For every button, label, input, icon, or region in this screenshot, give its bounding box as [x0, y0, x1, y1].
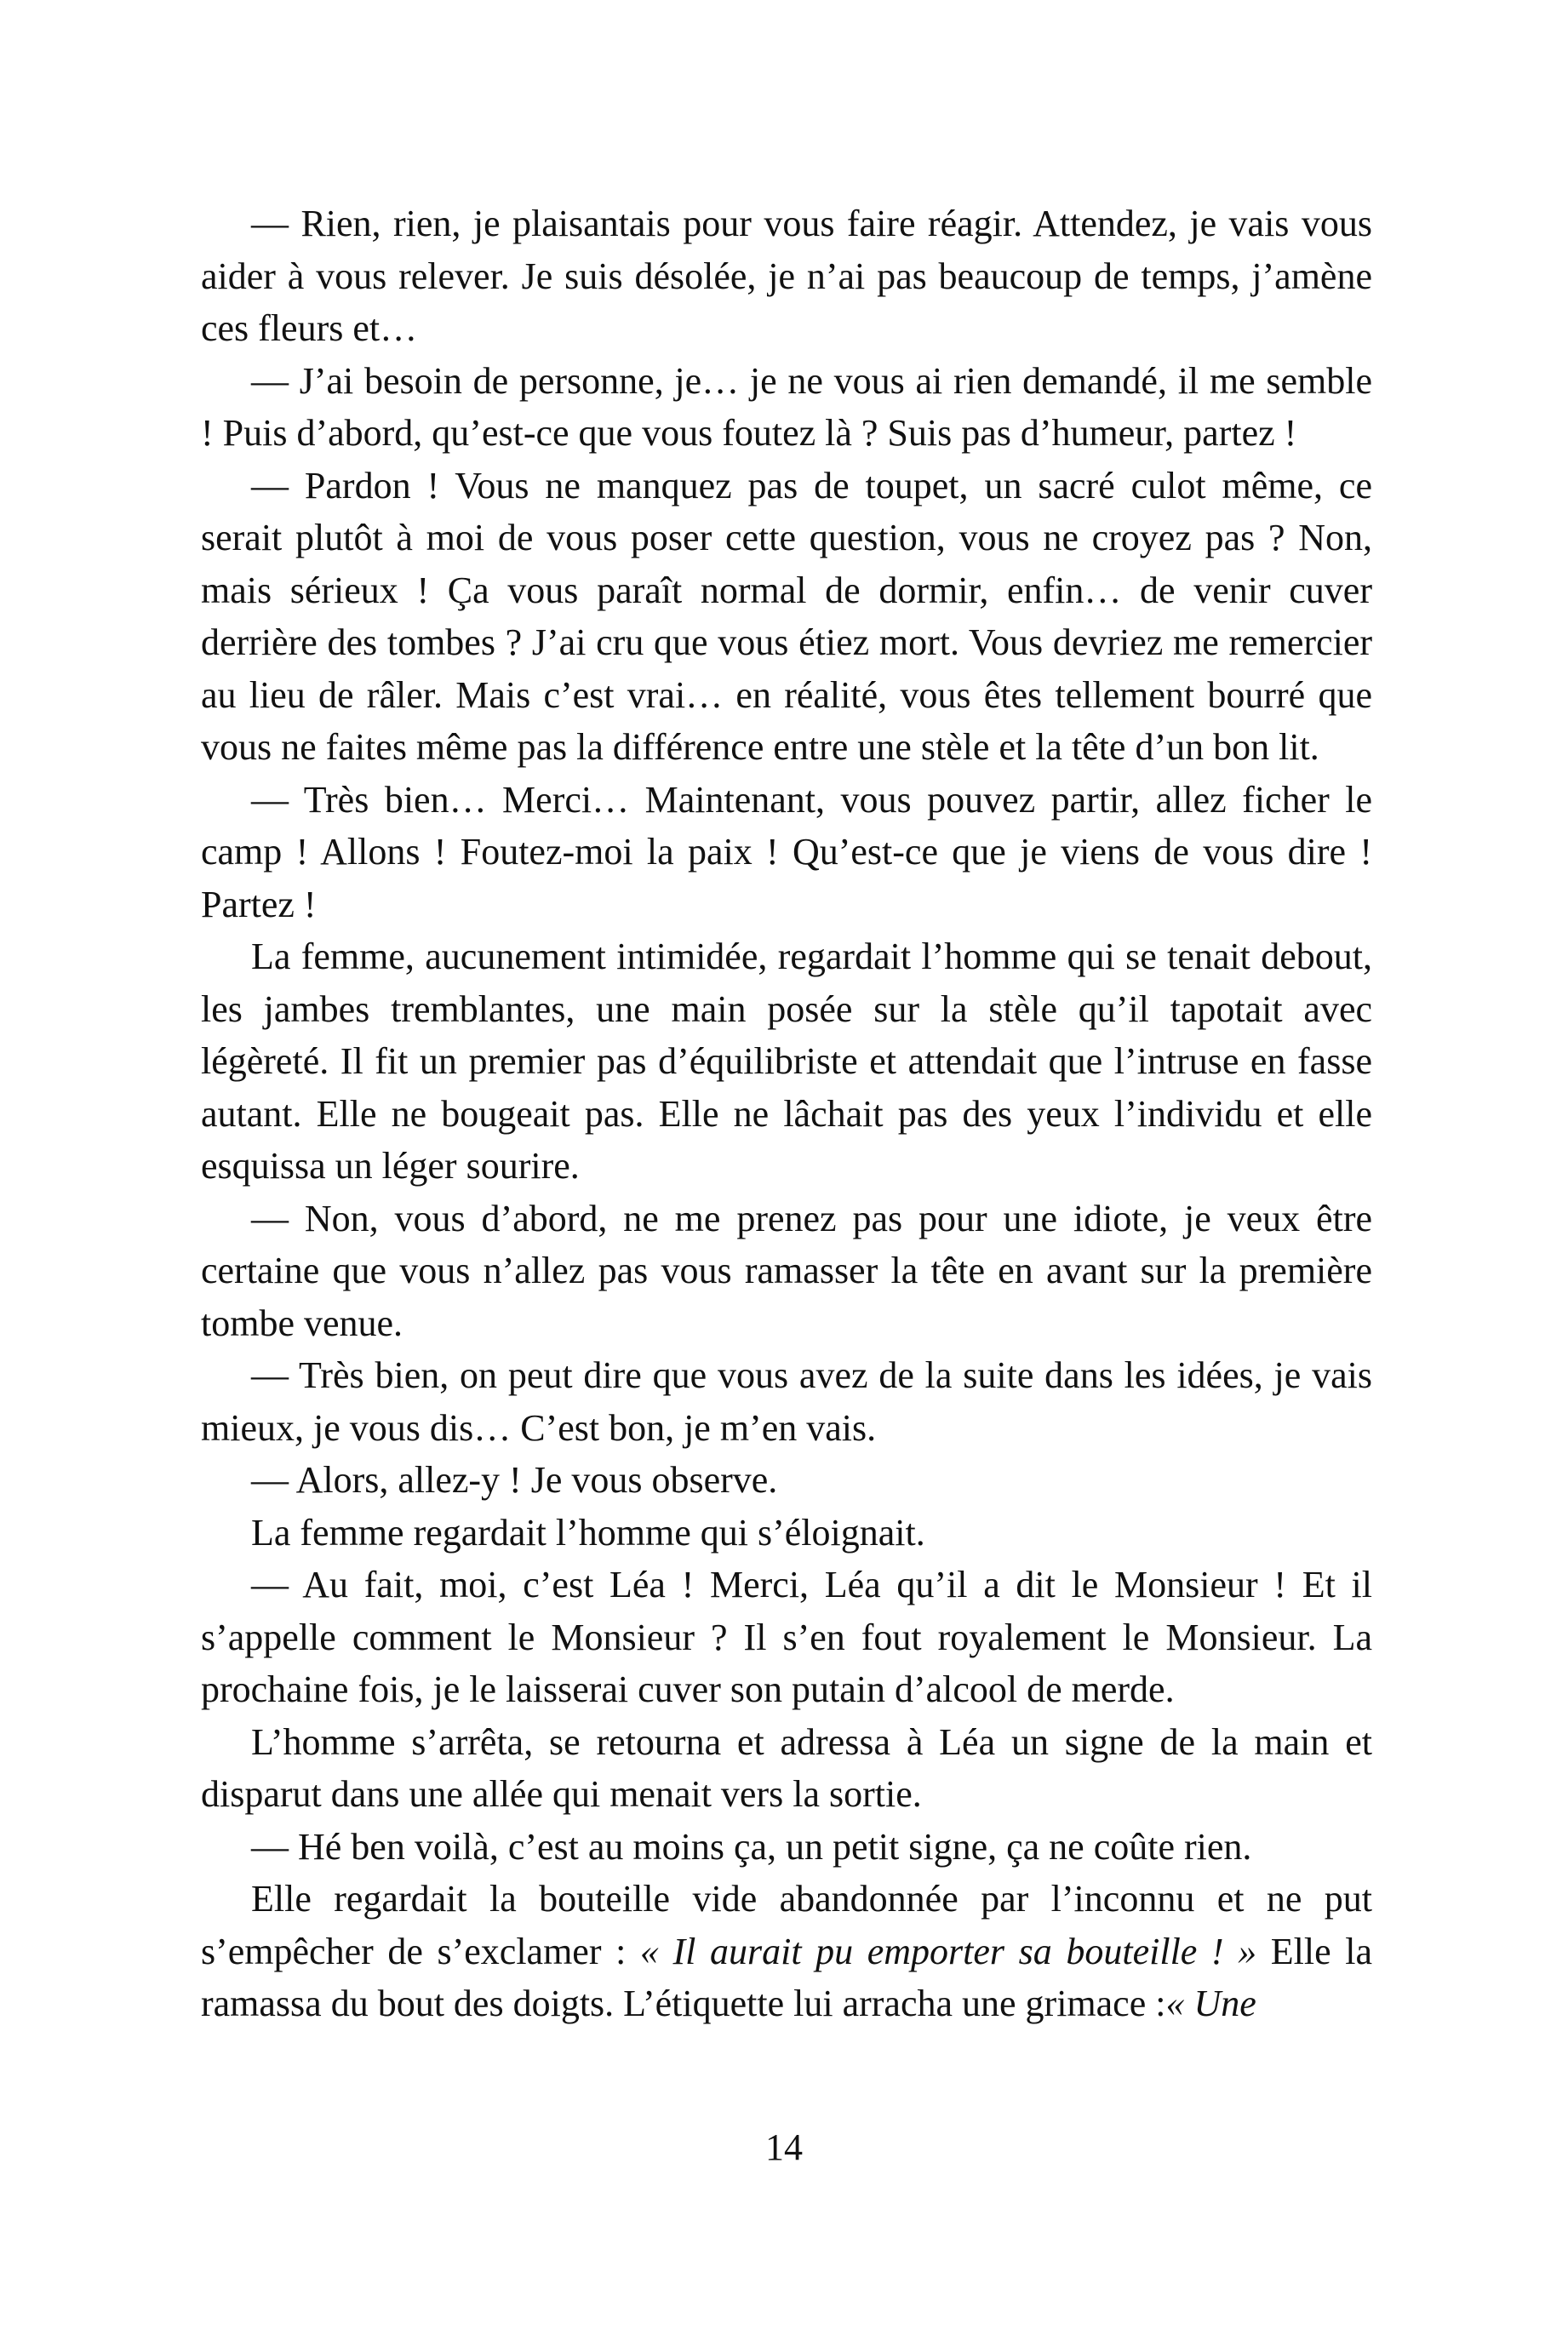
paragraph: — Rien, rien, je plaisantais pour vous faire réagir. Attendez, je vais vous aider à vous relever. Je suis désolée, je n’ai pas beaucoup de temps, j’amène ces fleurs et…: [201, 203, 1372, 349]
paragraph: — Très bien, on peut dire que vous avez de la suite dans les idées, je vais mieux, je vous dis… C’est bon, je m’en vais.: [201, 1354, 1372, 1449]
text-run: Elle la ramassa du bout des doigts. L’étiquette lui arracha une grimace :: [201, 1930, 1372, 2024]
paragraph: — Non, vous d’abord, ne me prenez pas pour une idiote, je veux être certaine que vous n’allez pas vous ramasser la tête en avant sur la première tombe venue.: [201, 1197, 1372, 1344]
paragraph: — Au fait, moi, c’est Léa ! Merci, Léa qu’il a dit le Monsieur ! Et il s’appelle comment le Monsieur ? Il s’en fout royalement le Monsieur. La prochaine fois, je le laisserai cuver son putain d’alcool de merde.: [201, 1564, 1372, 1710]
paragraph-last: [201, 1873, 1372, 2030]
paragraph: L’homme s’arrêta, se retourna et adressa à Léa un signe de la main et disparut dans une allée qui menait vers la sortie.: [201, 1720, 1372, 1815]
paragraph: — Alors, allez-y ! Je vous observe.: [251, 1459, 778, 1501]
paragraph: — Hé ben voilà, c’est au moins ça, un petit signe, ça ne coûte rien.: [251, 1825, 1252, 1868]
italic-quote: « Il aurait pu emporter sa bouteille ! »: [639, 1930, 1257, 1972]
text-run: Elle regardait la bouteille vide abandonnée par l’inconnu et ne put s’empêcher de s’exclamer :: [201, 1878, 1372, 1972]
page-number: 14: [765, 2126, 803, 2168]
body-text: [201, 197, 1372, 2030]
paragraph: La femme, aucunement intimidée, regardait l’homme qui se tenait debout, les jambes tremblantes, une main posée sur la stèle qu’il tapotait avec légèreté. Il fit un premier pas d’équilibriste et attendait que l’intruse en fasse autant. Elle ne bougeait pas. Elle ne lâchait pas des yeux l’individu et elle esquissa un léger sourire.: [201, 936, 1372, 1187]
paragraph: La femme regardait l’homme qui s’éloignait.: [251, 1511, 925, 1554]
paragraph: — Pardon ! Vous ne manquez pas de toupet, un sacré culot même, ce serait plutôt à moi de vous poser cette question, vous ne croyez pas ? Non, mais sérieux ! Ça vous paraît normal de dormir, enfin… de venir cuver derrière des tombes ? J’ai cru que vous étiez mort. Vous devriez me remercier au lieu de râler. Mais c’est vrai… en réalité, vous êtes tellement bourré que vous ne faites même pas la différence entre une stèle et la tête d’un bon lit.: [201, 464, 1372, 768]
paragraph: — Très bien… Merci… Maintenant, vous pouvez partir, allez ficher le camp ! Allons ! Foutez-moi la paix ! Qu’est-ce que je viens de vous dire ! Partez !: [201, 778, 1372, 925]
paragraph: — J’ai besoin de personne, je… je ne vous ai rien demandé, il me semble ! Puis d’abord, qu’est-ce que vous foutez là ? Suis pas d’humeur, partez !: [201, 359, 1372, 454]
italic-quote: « Une: [1165, 1983, 1256, 2024]
